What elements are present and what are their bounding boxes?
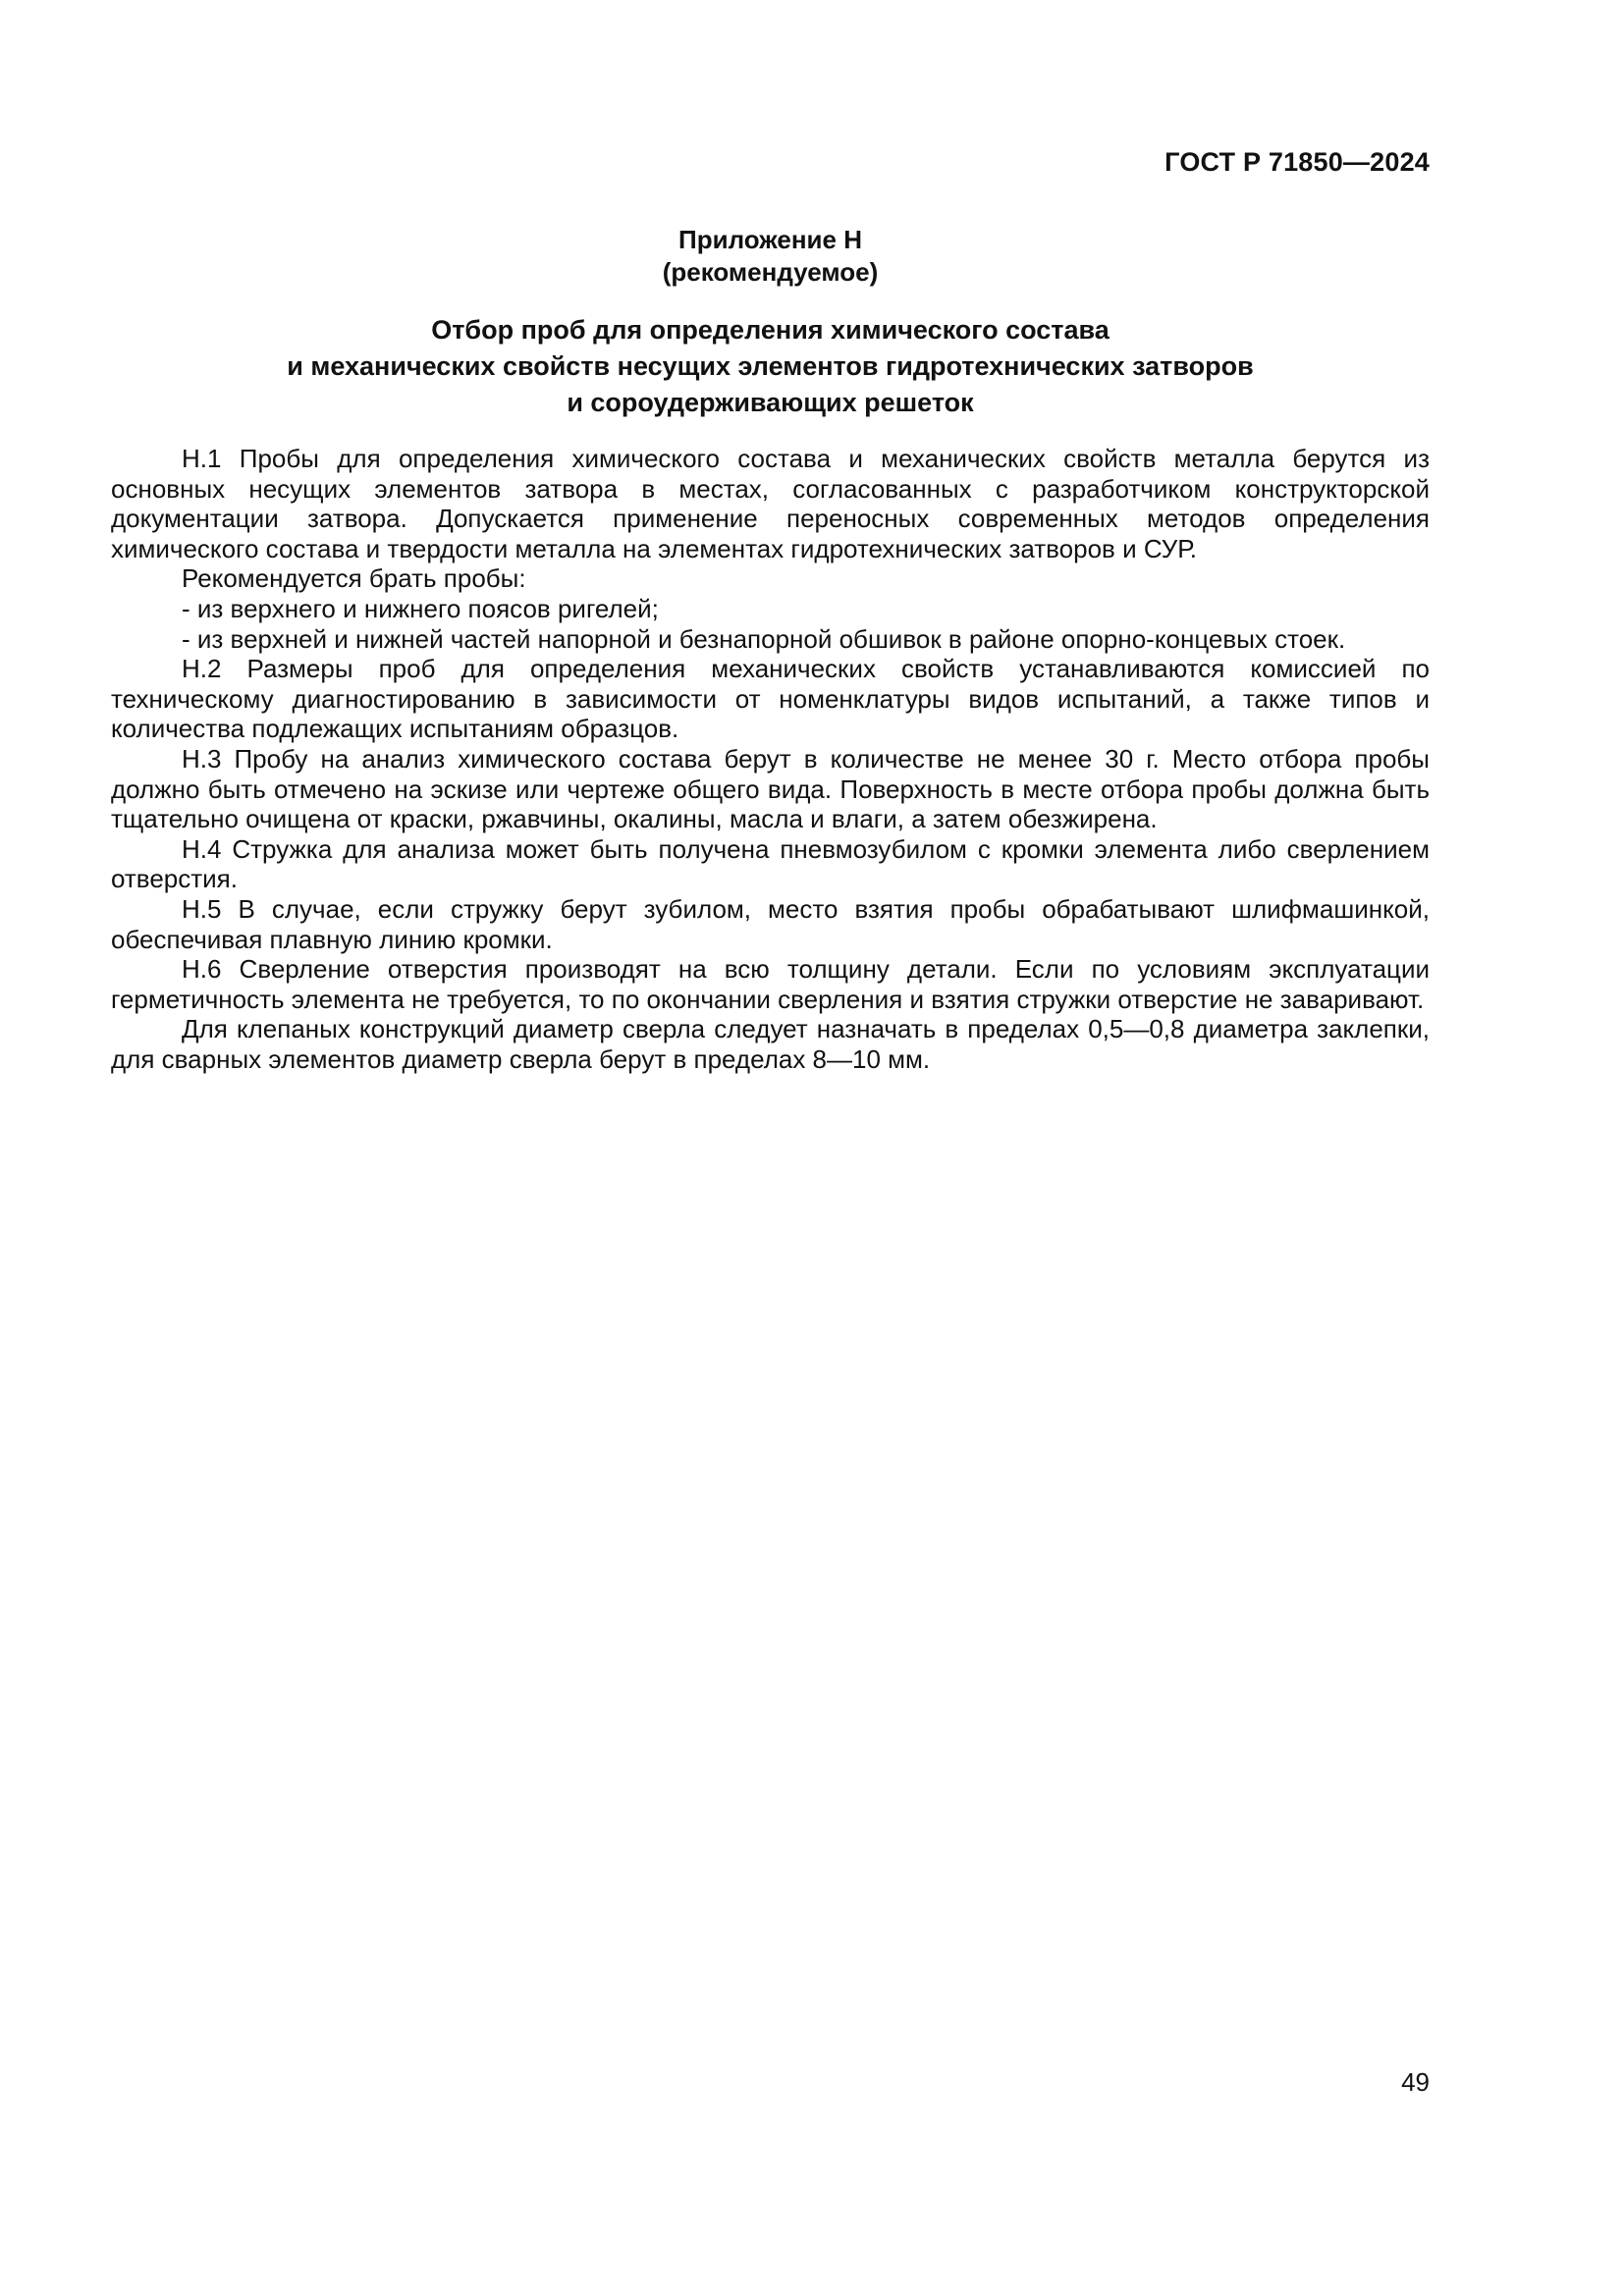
document-code-header: ГОСТ Р 71850—2024	[1164, 147, 1430, 177]
page-number: 49	[1401, 2067, 1430, 2097]
appendix-label: Приложение Н	[678, 225, 862, 254]
paragraph-n1: Н.1 Пробы для определения химического состава и механических свойств металла берутся из основных несущих элементов затвора в местах, согласованных с разработчиком конструкторской документации затвора. Допускается применение переносных современных методов определения химического состава и твердости металла на элементах гидротехнических затворов и СУР.	[111, 444, 1430, 563]
appendix-title-line: и механических свойств несущих элементов гидротехнических затворов	[287, 351, 1254, 381]
body-text	[111, 444, 1430, 1074]
paragraph-n2: Н.2 Размеры проб для определения механических свойств устанавливаются комиссией по техническому диагностированию в зависимости от номенклатуры видов испытаний, а также типов и количества подлежащих испытаниям образцов.	[111, 654, 1430, 744]
appendix-title	[111, 312, 1430, 421]
paragraph-recommendation-intro: Рекомендуется брать пробы:	[182, 563, 526, 594]
appendix-kind: (рекомендуемое)	[662, 257, 879, 287]
paragraph-drill-diameter: Для клепаных конструкций диаметр сверла следует назначать в пределах 0,5—0,8 диаметра заклепки, для сварных элементов диаметр сверла берут в пределах 8—10 мм.	[111, 1014, 1430, 1074]
appendix-heading	[111, 224, 1430, 289]
paragraph-n4: Н.4 Стружка для анализа может быть получена пневмозубилом с кромки элемента либо сверлением отверстия.	[111, 833, 1430, 894]
paragraph-n5: Н.5 В случае, если стружку берут зубилом, место взятия пробы обрабатывают шлифмашинкой, обеспечивая плавную линию кромки.	[111, 893, 1430, 954]
paragraph-n3: Н.3 Пробу на анализ химического состава берут в количестве не менее 30 г. Место отбора пробы должно быть отмечено на эскизе или чертеже общего вида. Поверхность в месте отбора пробы должна быть тщательно очищена от краски, ржавчины, окалины, масла и влаги, а затем обезжирена.	[111, 743, 1430, 834]
list-item-sample-location-1: - из верхнего и нижнего поясов ригелей;	[182, 593, 659, 623]
appendix-title-line: Отбор проб для определения химического состава	[431, 315, 1110, 345]
paragraph-n6: Н.6 Сверление отверстия производят на всю толщину детали. Если по условиям эксплуатации герметичность элемента не требуется, то по окончании сверления и взятия стружки отверстие не заваривают.	[111, 954, 1430, 1014]
appendix-title-line: и сороудерживающих решеток	[567, 388, 974, 417]
list-item-sample-location-2: - из верхней и нижней частей напорной и безнапорной обшивок в районе опорно-концевых стоек.	[182, 623, 1346, 654]
